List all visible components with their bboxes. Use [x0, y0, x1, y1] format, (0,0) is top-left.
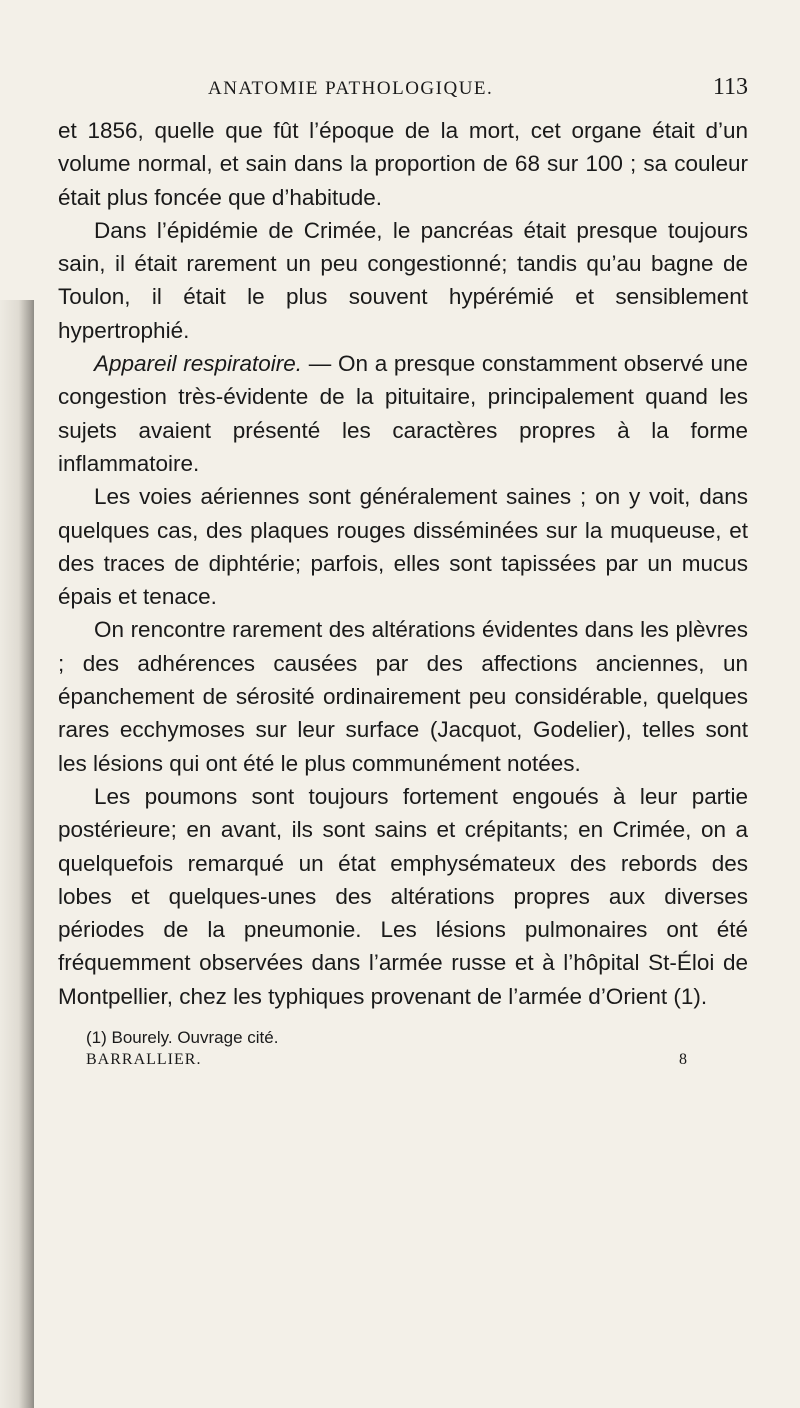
page-number: 113 [712, 74, 748, 100]
running-title: ANATOMIE PATHOLOGIQUE. [208, 78, 494, 99]
section-heading: Appareil respiratoire. [94, 351, 303, 377]
signature-line [58, 1051, 748, 1077]
paragraph: Dans l’épidémie de Crimée, le pancréas était presque toujours sain, il était rarement un peu congestionné; tandis qu’au bagne de Toulon, il était le plus souvent hypérémié et sensiblement hypertrophié. [58, 217, 748, 343]
printer-signature: BARRALLIER. [86, 1051, 202, 1069]
paragraph: et 1856, quelle que fût l’époque de la mort, cet organe était d’un volume normal, et sain dans la proportion de 68 sur 100 ; sa couleur était plus foncée que d’habitude. [58, 118, 748, 210]
book-page [58, 74, 748, 1077]
paragraph: Les poumons sont toujours fortement engoués à leur partie postérieure; en avant, ils sont sains et crépitants; en Crimée, on a quelquefois remarqué un état emphysémateux des rebords des lobes et quelques-unes des altérations propres aux diverses périodes de la pneumonie. Les lésions pulmonaires ont été fréquemment observées dans l’armée russe et à l’hôpital St-Éloi de Montpellier, chez les typhiques provenant de l’armée d’Orient (1). [58, 783, 748, 1009]
binding-shadow [0, 300, 34, 1408]
paragraph: Les voies aériennes sont généralement saines ; on y voit, dans quelques cas, des plaques rouges disséminées sur la muqueuse, et des traces de diphtérie; parfois, elles sont tapissées par un mucus épais et tenace. [58, 484, 748, 610]
paragraph: Appareil respiratoire. — On a presque constamment observé une congestion très-évidente de la pituitaire, principalement quand les sujets avaient présenté les caractères propres à la forme inflammatoire. [58, 351, 748, 476]
body-text [58, 114, 748, 1013]
running-head [58, 74, 748, 112]
signature-mark: 8 [679, 1051, 688, 1069]
footnote: (1) Bourely. Ouvrage cité. [86, 1028, 279, 1048]
paragraph: On rencontre rarement des altérations évidentes dans les plèvres ; des adhérences causées par des affections anciennes, un épanchement de sérosité ordinairement peu considérable, quelques rares ecchymoses sur leur surface (Jacquot, Godelier), telles sont les lésions qui ont été le plus communément notées. [58, 617, 748, 776]
